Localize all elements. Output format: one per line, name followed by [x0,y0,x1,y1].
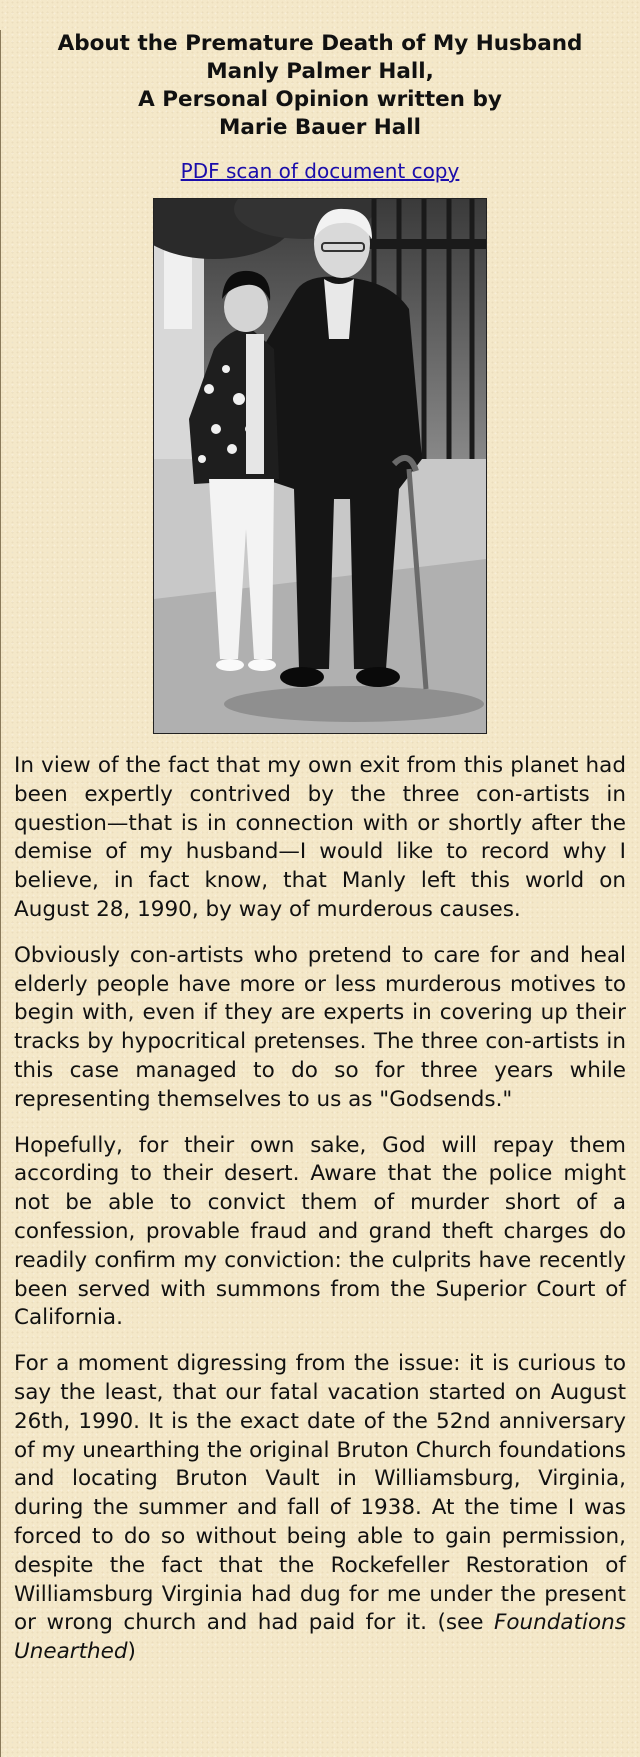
pdf-scan-link[interactable]: PDF scan of document copy [180,159,460,183]
paragraph-4-end: ) [127,1639,136,1665]
page-left-border [0,30,1,1757]
article-body [0,752,640,1667]
paragraph-3: Hopefully, for their own sake, God will repay them according to their desert. Aware that the police might not be able to convict them of murder short of a confession, provable fraud and grand theft charges do readily confirm my conviction: the culprits have recently been served with summons from the Superior Court of California. [14,1132,626,1331]
photo-illustration [154,199,486,733]
paragraph-4 [14,1350,626,1667]
paragraph-4-text: For a moment digressing from the issue: it is curious to say the least, that our fatal vacation started on August 26th, 1990. It is the exact date of the 52nd anniversary of my unearthing the original Bruton Church foundations and locating Bruton Vault in Williamsburg, Virginia, during the summer and fall of 1938. At the time I was forced to do so without being able to gain permission, despite the fact that the Rockefeller Restoration of Williamsburg Virginia had dug for me under the present or wrong church and had paid for it. (see [14,1351,626,1636]
paragraph-2: Obviously con-artists who pretend to care for and heal elderly people have more or less murderous motives to begin with, even if they are experts in covering up their tracks by hypocritical pretenses. The three con-artists in this case managed to do so for three years while representing themselves to us as "Godsends." [14,942,626,1112]
title-line-3: A Personal Opinion written by [138,87,502,112]
couple-photograph [153,198,487,734]
title-line-1: About the Premature Death of My Husband [57,31,583,56]
title-line-2: Manly Palmer Hall, [206,59,434,84]
book-title-foundations-unearthed: Foundations Unearthed [14,1610,626,1665]
paragraph-1: In view of the fact that my own exit from this planet had been expertly contrived by the three con-artists in question—that is in connection with or shortly after the demise of my husband—I would like to record why I believe, in fact know, that Manly left this world on August 28, 1990, by way of murderous causes. [14,753,626,922]
title-line-4: Marie Bauer Hall [218,115,422,140]
page-title [0,30,640,142]
